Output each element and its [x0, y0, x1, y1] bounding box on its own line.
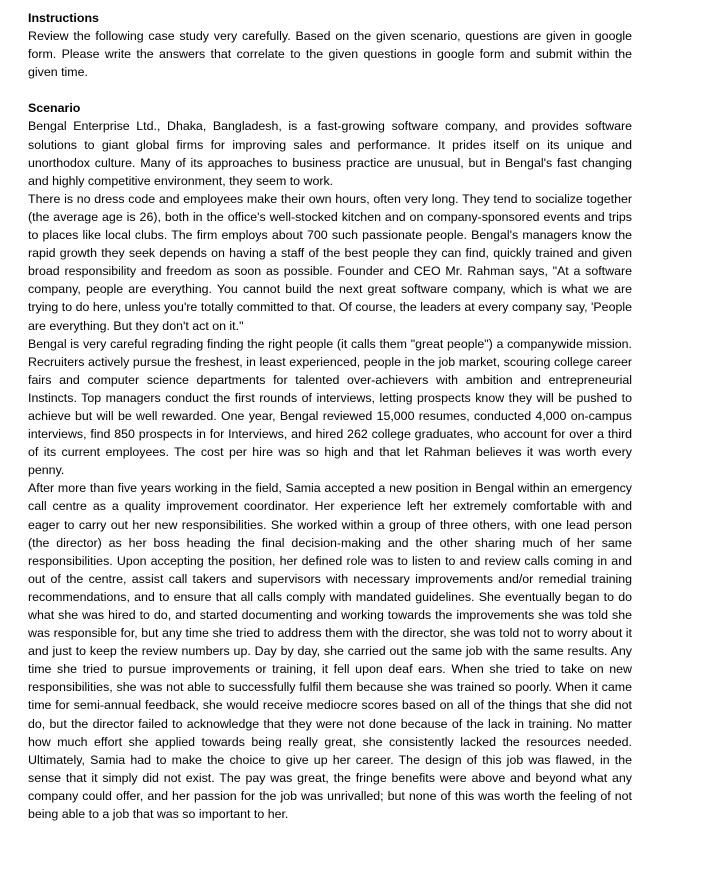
section-spacer — [28, 81, 632, 99]
instructions-heading: Instructions — [28, 11, 99, 25]
scenario-heading: Scenario — [28, 101, 81, 116]
instructions-text: Review the following case study very carefully. Based on the given scenario, questions are given in google form. Please write the answers that correlate to the given questions in google form and submit within the given time. — [28, 29, 632, 80]
scenario-paragraph: There is no dress code and employees make their own hours, often very long. They tend to socialize together (the average age is 26), both in the office's well-stocked kitchen and on company-sponsored events and trips to places like local clubs. The firm employs about 700 such passionate people. Bengal's managers know the rapid growth they seek depends on having a staff of the best people they can find, quickly trained and given broad responsibility and freedom as soon as possible. Founder and CEO Mr. Rahman says, "At a software company, people are everything. You cannot build the next great software company, which is what we are trying to do here, unless you're totally committed to that. Of course, the leaders at every company say, 'People are everything. But they don't act on it." — [28, 191, 632, 333]
scenario-paragraph: After more than five years working in the field, Samia accepted a new position in Bengal within an emergency call centre as a quality improvement coordinator. Her experience left her extremely comfortable with and eager to carry out her new responsibilities. She worked within a group of three others, with one lead person (the director) as her boss heading the final decision-making and the other sharing much of her same responsibilities. Upon accepting the position, her defined role was to listen to and review calls coming in and out of the centre, assist call takers and supervisors with necessary improvements and/or remedial training recommendations, and to ensure that all calls comply with mandated guidelines. She eventually began to do what she was hired to do, and started documenting and working towards the improvements she was told she was responsible for, but any time she tried to address them with the director, she was told not to worry about it and just to keep the review numbers up. Day by day, she carried out the same job with the same results. Any time she tried to pursue improvements or training, it fell upon deaf ears. When she tried to take on new responsibilities, she was not able to successfully fulfil them because she was trained so poorly. When it came time for semi-annual feedback, she would receive mediocre scores based on all of the things that she did not do, but the director failed to acknowledge that they were not done because of the lack in training. No matter how much effort she applied towards being really great, she consistently lacked the resources needed. Ultimately, Samia had to make the choice to give up her career. The design of this job was flawed, in the sense that it simply did not exist. The pay was great, the fringe benefits were above and beyond what any company could offer, and her passion for the job was unrivalled; but none of this was worth the feeling of not being able to a job that was so important to her. — [28, 481, 632, 822]
scenario-paragraph: Bengal Enterprise Ltd., Dhaka, Bangladesh, is a fast-growing software company, and provides software solutions to giant global firms for improving sales and performance. It prides itself on its unique and unorthodox culture. Many of its approaches to business practice are unusual, but in Bengal's fast changing and highly competitive environment, they seem to work. — [28, 119, 632, 188]
scenario-paragraph: Bengal is very careful regrading finding the right people (it calls them "great people") a companywide mission. Recruiters actively pursue the freshest, in least experienced, people in the job market, scouring college career fairs and computer science departments for talented over-achievers with ambition and entrepreneurial Instincts. Top managers conduct the first rounds of interviews, letting prospects know they will be pushed to achieve but will be well rewarded. One year, Bengal reviewed 15,000 resumes, conducted 4,000 on-campus interviews, find 850 prospects in for Interviews, and hired 262 college graduates, who account for over a third of its current employees. The cost per hire was so high and that let Rahman believes it was worth every penny. — [28, 336, 632, 478]
document-body — [28, 9, 632, 823]
